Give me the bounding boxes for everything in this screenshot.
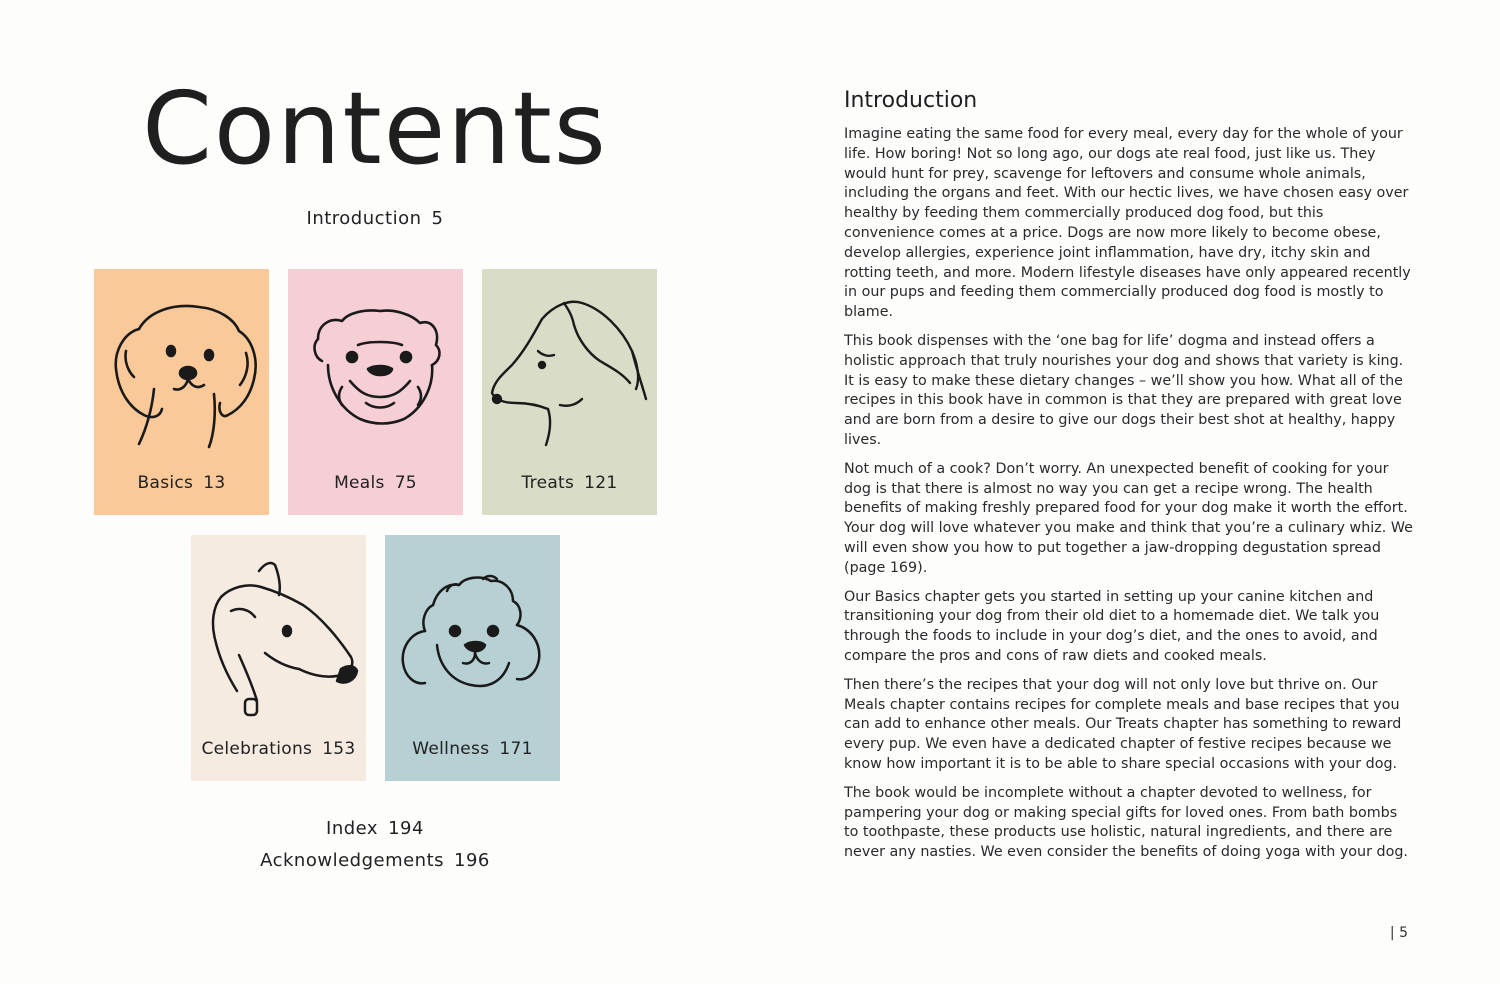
paragraph: Our Basics chapter gets you started in setting up your canine kitchen and transitioning your dog from their old diet to a homemade diet. We talk you through the foods to include in your dog’s diet, and the ones to avoid, and compare the pros and cons of raw diets and cooked meals. [844, 588, 1380, 664]
terrier-icon [191, 535, 366, 725]
paragraph: Then there’s the recipes that your dog will not only love but thrive on. Our Meals chapter contains recipes for complete meals and base recipes that you can add to enhance other meals. Our Treats chapter has something to reward every pup. We even have a dedicated chapter of festive recipes because we know how important it is to be able to share special occasions with your dog. [844, 676, 1402, 772]
toc-entry-introduction[interactable] [0, 208, 750, 229]
chapter-card-wellness[interactable] [385, 535, 560, 781]
chapter-card-treats[interactable] [482, 269, 657, 515]
paragraph: Not much of a cook? Don’t worry. An unexpected benefit of cooking for your dog is that there is almost no way you can get a recipe wrong. The health benefits of making freshly prepared food for your dog make it worth the effort. Your dog will love whatever you make and think that you’re a culinary whiz. We will even show you how to put together a jaw-dropping degustation spread (page 169). [844, 460, 1413, 576]
paragraph: The book would be incomplete without a chapter devoted to wellness, for pampering your dog or making special gifts for loved ones. From bath bombs to toothpaste, these products use holistic, natural ingredients, and there are never any nasties. We even consider the benefits of doing yoga with your dog. [844, 784, 1408, 861]
contents-title: Contents [142, 70, 608, 187]
chapter-card-label: Wellness 171 [412, 739, 533, 759]
toc-entry-label: Introduction [306, 208, 422, 229]
cocker-spaniel-icon [94, 269, 269, 459]
page-number: | 5 [1390, 925, 1408, 941]
chapter-card-label: Celebrations 153 [201, 739, 356, 759]
introduction-body [844, 125, 1414, 872]
chapter-card-label: Meals 75 [334, 473, 417, 493]
paragraph: This book dispenses with the ‘one bag for life’ dogma and instead offers a holistic approach that truly nourishes your dog and shows that variety is king. It is easy to make these dietary changes – we’ll show you how. What all of the recipes in this book have in common is that they are prepared with great love and are born from a desire to give our dogs their best shot at healthy, happy lives. [844, 332, 1404, 448]
chapter-card-label: Basics 13 [137, 473, 226, 493]
chapter-card-basics[interactable] [94, 269, 269, 515]
toc-entry-index[interactable]: Index 194 [326, 818, 424, 839]
poodle-icon [385, 535, 560, 725]
chapter-card-meals[interactable] [288, 269, 463, 515]
pug-icon [288, 269, 463, 459]
chapter-card-celebrations[interactable] [191, 535, 366, 781]
paragraph: Imagine eating the same food for every meal, every day for the whole of your life. How boring! Not so long ago, our dogs ate real food, just like us. They would hunt for prey, scavenge for leftovers and consume whole animals, including the organs and feet. With our hectic lives, we have chosen easy over healthy by feeding them commercially produced dog food, but this convenience comes at a price. Dogs are now more likely to become obese, develop allergies, experience joint inflammation, have dry, itchy skin and rotting teeth, and more. Modern lifestyle diseases have only appeared recently in our pups and feeding them commercially produced dog food is mostly to blame. [844, 126, 1411, 321]
toc-entry-acknowledgements[interactable]: Acknowledgements 196 [260, 850, 490, 871]
chapter-card-label: Treats 121 [521, 473, 618, 493]
introduction-page [750, 0, 1500, 984]
introduction-heading: Introduction [844, 88, 978, 113]
greyhound-icon [482, 269, 657, 459]
toc-entry-page: 5 [431, 208, 444, 229]
